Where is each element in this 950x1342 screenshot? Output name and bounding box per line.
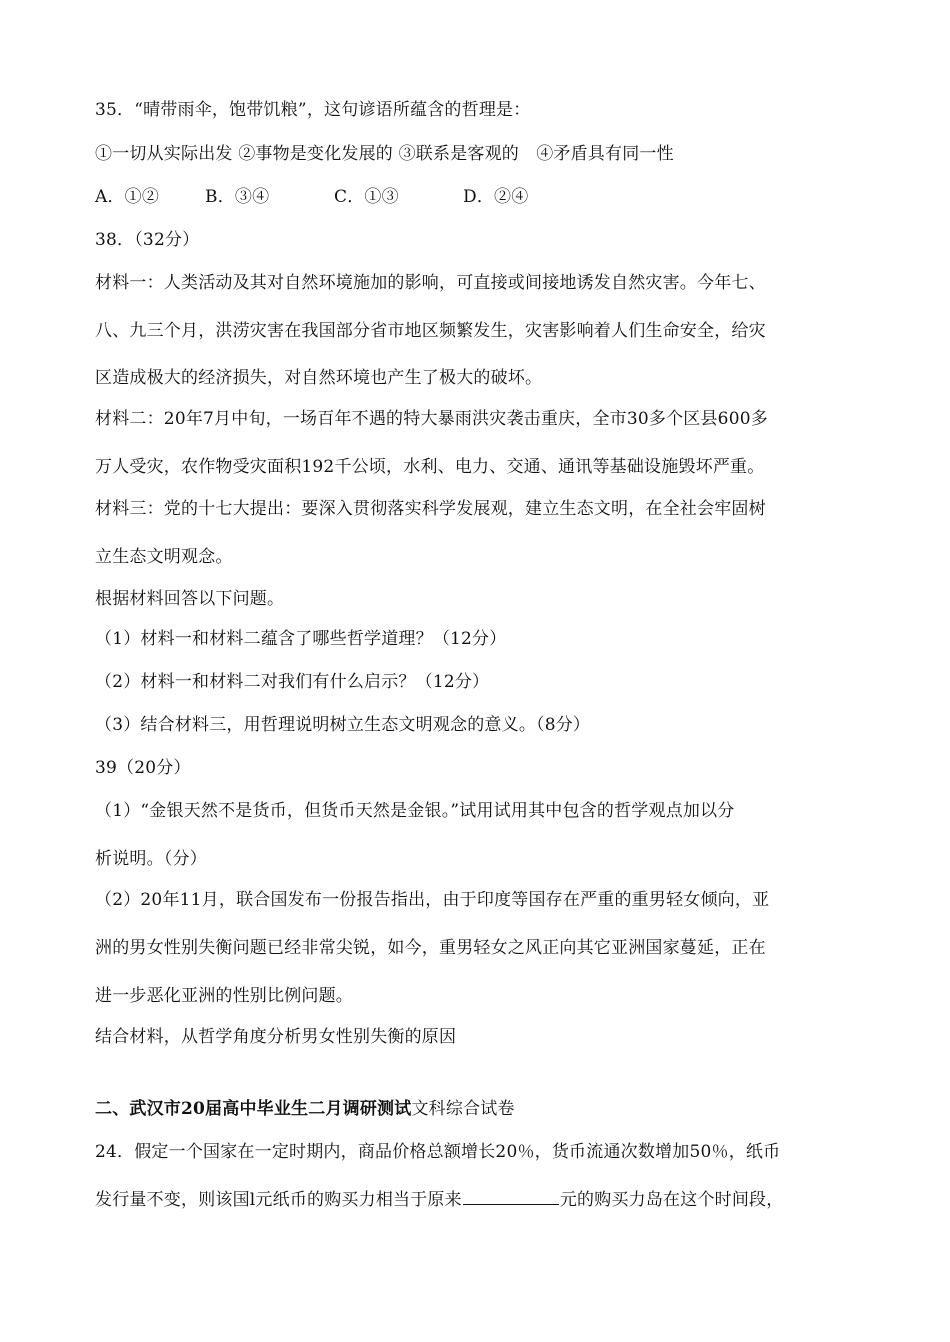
q38-material2-line1: 材料二：20年7月中旬，一场百年不遇的特大暴雨洪灾袭击重庆，全市30多个区县600多 <box>95 409 768 429</box>
q35-statements: ①一切从实际出发 ②事物是变化发展的 ③联系是客观的 ④矛盾具有同一性 <box>95 144 674 164</box>
q39-part2-line1: （2）20年11月，联合国发布一份报告指出，由于印度等国存在严重的重男轻女倾向，亚 <box>95 890 770 910</box>
q38-question-1: （1）材料一和材料二蕴含了哪些哲学道理？（12分） <box>95 629 507 649</box>
q35-options <box>95 186 875 208</box>
q38-prompt: 根据材料回答以下问题。 <box>95 589 285 609</box>
q38-material3-line2: 立生态文明观念。 <box>95 547 233 567</box>
q39-part1-line1: （1）“金银天然不是货币，但货币天然是金银。”试用试用其中包含的哲学观点加以分 <box>95 801 735 821</box>
q24-line2 <box>95 1188 875 1211</box>
q35-option-a: A．①② <box>95 187 160 207</box>
q39-prompt: 结合材料，从哲学角度分析男女性别失衡的原因 <box>95 1027 457 1047</box>
section2-title-bold: 二、武汉市20届高中毕业生二月调研测试 <box>95 1099 412 1119</box>
q38-material3-line1: 材料三：党的十七大提出：要深入贯彻落实科学发展观，建立生态文明，在全社会牢固树 <box>95 499 766 519</box>
q38-material1-line3: 区造成极大的经济损失，对自然环境也产生了极大的破坏。 <box>95 368 543 388</box>
q35-stem: 35．“晴带雨伞，饱带饥粮”，这句谚语所蕴含的哲理是： <box>95 100 531 120</box>
q38-header: 38．（32分） <box>95 230 200 250</box>
q35-option-c: C．①③ <box>334 187 399 207</box>
q24-line2-before: 发行量不变，则该国l元纸币的购买力相当于原来 <box>95 1190 462 1210</box>
q38-material1-line2: 八、九三个月，洪涝灾害在我国部分省市地区频繁发生，灾害影响着人们生命安全，给灾 <box>95 321 766 341</box>
q39-part1-line2: 析说明。（分） <box>95 849 207 869</box>
q35-option-d: D．②④ <box>463 187 529 207</box>
q39-part2-line2: 洲的男女性别失衡问题已经非常尖锐，如今，重男轻女之风正向其它亚洲国家蔓延，正在 <box>95 938 766 958</box>
q24-line1: 24．假定一个国家在一定时期内，商品价格总额增长20％，货币流通次数增加50％，纸币 <box>95 1142 781 1162</box>
q38-material2-line2: 万人受灾，农作物受灾面积192千公顷，水利、电力、交通、通讯等基础设施毁坏严重。 <box>95 457 765 477</box>
q38-question-2: （2）材料一和材料二对我们有什么启示？（12分） <box>95 672 490 692</box>
q39-header: 39（20分） <box>95 758 191 778</box>
section2-title <box>95 1098 875 1120</box>
q38-material1-line1: 材料一：人类活动及其对自然环境施加的影响，可直接或间接地诱发自然灾害。今年七、 <box>95 273 766 293</box>
section2-title-rest: 文科综合试卷 <box>411 1099 515 1119</box>
q35-option-b: B．③④ <box>205 187 270 207</box>
q24-answer-blank[interactable] <box>463 1188 559 1205</box>
q24-line2-after: 元的购买力岛在这个时间段， <box>559 1190 784 1210</box>
q38-question-3: （3）结合材料三，用哲理说明树立生态文明观念的意义。（8分） <box>95 715 591 735</box>
q39-part2-line3: 进一步恶化亚洲的性别比例问题。 <box>95 986 353 1006</box>
